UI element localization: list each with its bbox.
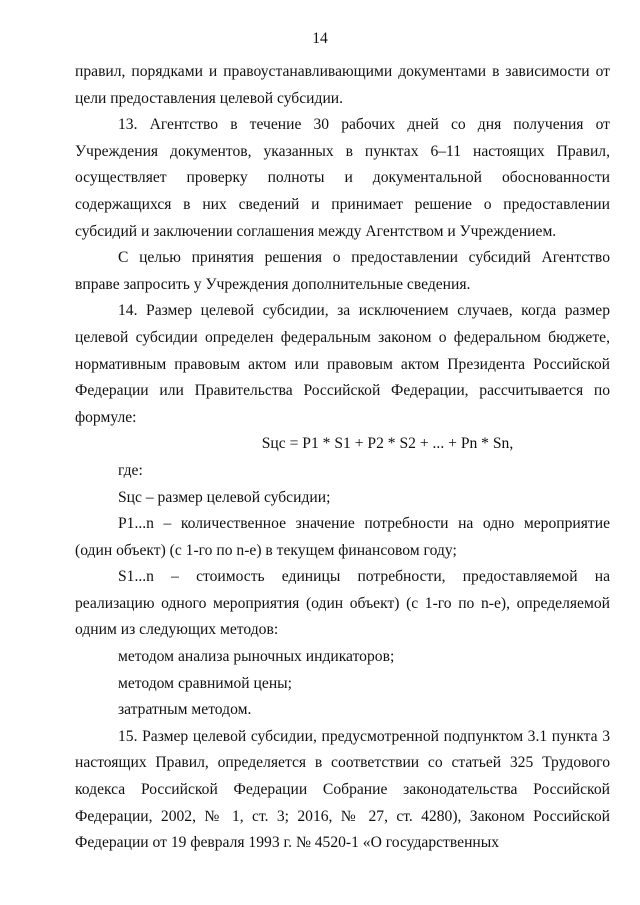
subsidy-formula: Sцс = P1 * S1 + P2 * S2 + ... + Pn * Sn,	[261, 435, 514, 453]
definition-p: P1...n – количественное значение потребности на одно мероприятие (один объект) (с 1-го по n-е) в текущем финансовом году;	[75, 515, 610, 559]
page-number: 14	[312, 30, 328, 47]
paragraph-15: 15. Размер целевой субсидии, предусмотренной подпунктом 3.1 пункта 3 настоящих Правил, определяется в соответствии со статьей 325 Трудового кодекса Российской Федерации Собрание законодательства Российской Федерации, 2002, № 1, ст. 3; 2016, № 27, ст. 4280), Законом Российской Федерации от 19 февраля 1993 г. № 4520-1 «О государственных	[75, 727, 610, 852]
method-market-indicators: методом анализа рыночных индикаторов;	[118, 648, 395, 666]
method-comparable-price: методом сравнимой цены;	[118, 674, 292, 692]
paragraph-14: 14. Размер целевой субсидии, за исключением случаев, когда размер целевой субсидии определен федеральным законом о федеральном бюджете, нормативным правовым актом или правовым актом Президента Российской Федерации или Правительства Российской Федерации, рассчитывается по формуле:	[75, 302, 610, 426]
definition-sn: S1...n – стоимость единицы потребности, предоставляемой на реализацию одного мероприятия (один объект) (с 1-го по n-е), определяемой одним из следующих методов:	[75, 568, 610, 639]
paragraph-13-additional: С целью принятия решения о предоставлении субсидий Агентство вправе запросить у Учреждения дополнительные сведения.	[75, 249, 610, 293]
definition-s: Sцс – размер целевой субсидии;	[118, 488, 331, 506]
where-label: где:	[118, 461, 143, 479]
paragraph-13: 13. Агентство в течение 30 рабочих дней со дня получения от Учреждения документов, указанных в пунктах 6–11 настоящих Правил, осуществляет проверку полноты и документальной обоснованности содержащихся в них сведений и принимает решение о предоставлении субсидий и заключении соглашения между Агентством и Учреждением.	[75, 116, 610, 240]
method-cost: затратным методом.	[118, 701, 252, 719]
document-body	[75, 59, 610, 857]
paragraph-continuation: правил, порядками и правоустанавливающими документами в зависимости от цели предоставления целевой субсидии.	[75, 63, 610, 107]
